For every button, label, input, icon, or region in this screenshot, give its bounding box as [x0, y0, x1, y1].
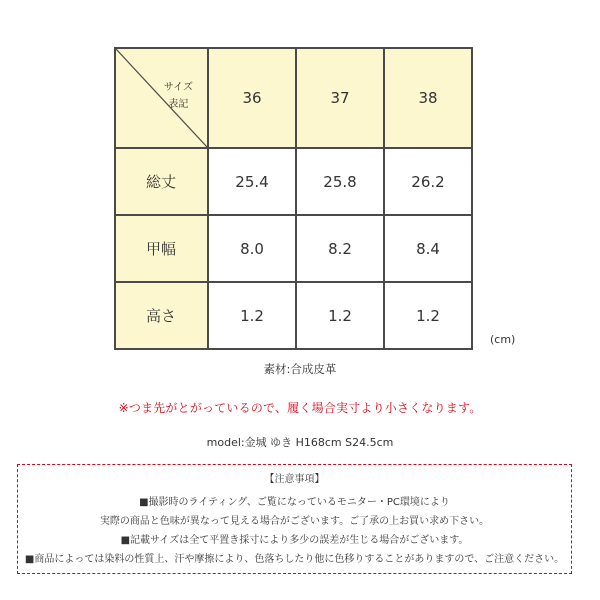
notice-line: 実際の商品と色味が異なって見える場合がございます。ご了承の上お買い求め下さい。: [99, 516, 490, 527]
corner-label-notation: 表記: [168, 99, 189, 110]
size-notation-label: [164, 79, 193, 113]
model-info: model:金城 ゆき H168cm S24.5cm: [206, 436, 394, 449]
material-text: 素材:合成皮革: [263, 362, 337, 376]
table-row-total-length: [115, 148, 472, 215]
table-cell: 1.2: [296, 282, 384, 349]
size-header-38: 38: [384, 48, 472, 148]
notice-title: 【注意事項】: [264, 474, 325, 485]
table-cell: 8.2: [296, 215, 384, 282]
row-label: 総丈: [115, 148, 208, 215]
row-label: 高さ: [115, 282, 208, 349]
size-header-36: 36: [208, 48, 296, 148]
size-header-row: [115, 48, 472, 148]
row-label: 甲幅: [115, 215, 208, 282]
notice-line: ■撮影時のライティング、ご覧になっているモニター・PC環境により: [139, 497, 450, 508]
table-cell: 1.2: [208, 282, 296, 349]
notice-line: ■商品によっては染料の性質上、汗や摩擦により、色落ちしたり他に色移りすることがありますので、ご注意ください。: [24, 554, 565, 565]
unit-label: (cm): [490, 333, 516, 346]
warning-text: ※つま先がとがっているので、履く場合実寸より小さくなります。: [118, 401, 482, 415]
notice-box: [17, 464, 572, 574]
size-table: [114, 47, 473, 350]
table-cell: 1.2: [384, 282, 472, 349]
table-row-height: [115, 282, 472, 349]
table-cell: 8.4: [384, 215, 472, 282]
table-cell: 26.2: [384, 148, 472, 215]
diagonal-line: [116, 49, 207, 147]
table-row-instep-width: [115, 215, 472, 282]
table-cell: 8.0: [208, 215, 296, 282]
size-corner-cell: [115, 48, 208, 148]
table-cell: 25.4: [208, 148, 296, 215]
corner-label-size: サイズ: [163, 82, 193, 93]
size-header-37: 37: [296, 48, 384, 148]
notice-line: ■記載サイズは全て平置き採寸により多少の誤差が生じる場合がございます。: [120, 535, 469, 546]
table-cell: 25.8: [296, 148, 384, 215]
